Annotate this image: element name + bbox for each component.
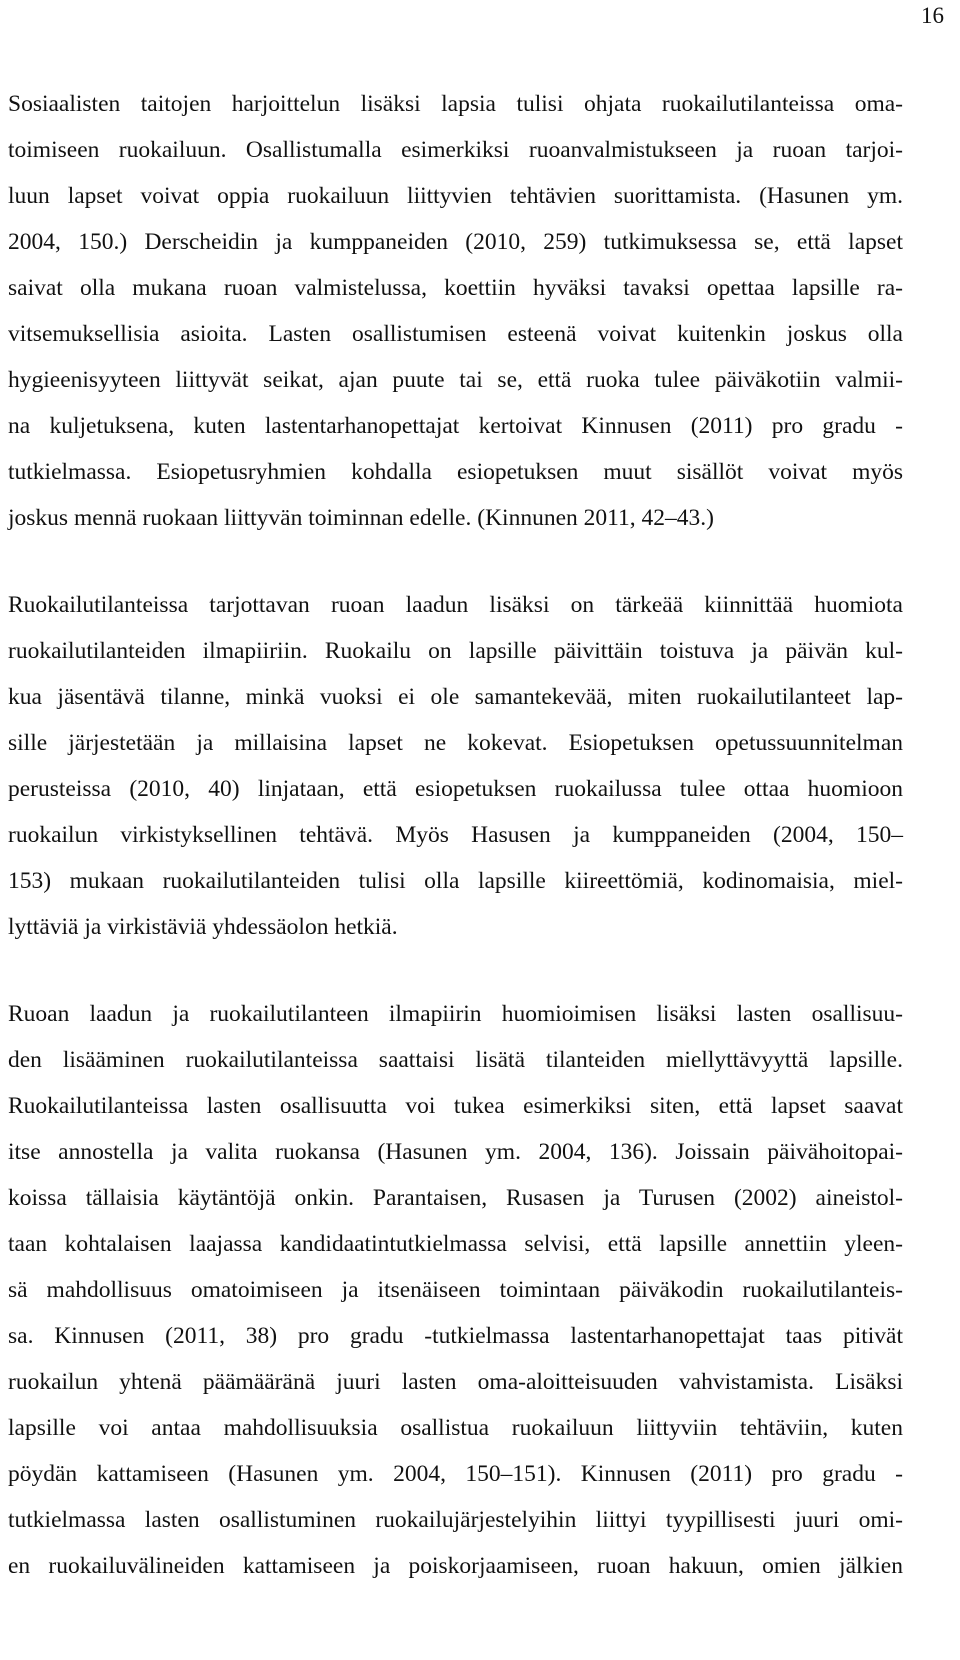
text-line: ruokailutilanteiden ilmapiiriin. Ruokailu on lapsille päivittäin toistuva ja päivän kul- (8, 638, 903, 664)
text-line: lapsille voi antaa mahdollisuuksia osallistua ruokailuun liittyviin tehtäviin, kuten (8, 1415, 903, 1441)
paragraph-2 (8, 582, 903, 950)
text-line: Sosiaalisten taitojen harjoittelun lisäksi lapsia tulisi ohjata ruokailutilanteissa oma- (8, 91, 903, 117)
text-line: 2004, 150.) Derscheidin ja kumppaneiden (2010, 259) tutkimuksessa se, että lapset (8, 229, 903, 255)
text-line: lyttäviä ja virkistäviä yhdessäolon hetkiä. (8, 914, 398, 940)
text-line: sä mahdollisuus omatoimiseen ja itsenäiseen toimintaan päiväkodin ruokailutilanteis- (8, 1277, 903, 1303)
text-line: ruokailun virkistyksellinen tehtävä. Myös Hasusen ja kumppaneiden (2004, 150– (8, 822, 903, 848)
page-number: 16 (921, 3, 944, 28)
text-line: taan kohtalaisen laajassa kandidaatintutkielmassa selvisi, että lapsille annettiin yleen- (8, 1231, 903, 1257)
text-line: Ruokailutilanteissa lasten osallisuutta voi tukea esimerkiksi siten, että lapset saavat (8, 1093, 903, 1119)
text-line: joskus mennä ruokaan liittyvän toiminnan edelle. (Kinnunen 2011, 42–43.) (8, 505, 714, 531)
text-line: na kuljetuksena, kuten lastentarhanopettajat kertoivat Kinnusen (2011) pro gradu - (8, 413, 903, 439)
text-line: itse annostella ja valita ruokansa (Hasunen ym. 2004, 136). Joissain päivähoitopai- (8, 1139, 903, 1165)
text-line: saivat olla mukana ruoan valmistelussa, koettiin hyväksi tavaksi opettaa lapsille ra- (8, 275, 903, 301)
text-line: kua jäsentävä tilanne, minkä vuoksi ei ole samantekevää, miten ruokailutilanteet lap- (8, 684, 903, 710)
paragraph-gap (8, 950, 903, 991)
text-line: hygieenisyyteen liittyvät seikat, ajan puute tai se, että ruoka tulee päiväkotiin valmii- (8, 367, 903, 393)
text-line: sa. Kinnusen (2011, 38) pro gradu -tutkielmassa lastentarhanopettajat taas pitivät (8, 1323, 903, 1349)
text-line: en ruokailuvälineiden kattamiseen ja poiskorjaamiseen, ruoan hakuun, omien jälkien (8, 1553, 903, 1579)
text-line: luun lapset voivat oppia ruokailuun liittyvien tehtävien suorittamista. (Hasunen ym. (8, 183, 903, 209)
text-line: pöydän kattamiseen (Hasunen ym. 2004, 150–151). Kinnusen (2011) pro gradu - (8, 1461, 903, 1487)
text-line: 153) mukaan ruokailutilanteiden tulisi olla lapsille kiireettömiä, kodinomaisia, miel- (8, 868, 903, 894)
paragraph-gap (8, 541, 903, 582)
paragraph-3 (8, 991, 903, 1589)
paragraph-1 (8, 81, 903, 541)
text-line: perusteissa (2010, 40) linjataan, että esiopetuksen ruokailussa tulee ottaa huomioon (8, 776, 903, 802)
text-line: Ruoan laadun ja ruokailutilanteen ilmapiirin huomioimisen lisäksi lasten osallisuu- (8, 1001, 903, 1027)
text-line: tutkielmassa. Esiopetusryhmien kohdalla esiopetuksen muut sisällöt voivat myös (8, 459, 903, 485)
text-line: toimiseen ruokailuun. Osallistumalla esimerkiksi ruoanvalmistukseen ja ruoan tarjoi- (8, 137, 903, 163)
text-line: Ruokailutilanteissa tarjottavan ruoan laadun lisäksi on tärkeää kiinnittää huomiota (8, 592, 903, 618)
text-line: koissa tällaisia käytäntöjä onkin. Parantaisen, Rusasen ja Turusen (2002) aineistol- (8, 1185, 903, 1211)
text-line: vitsemuksellisia asioita. Lasten osallistumisen esteenä voivat kuitenkin joskus olla (8, 321, 903, 347)
body-text (8, 81, 903, 1589)
text-line: sille järjestetään ja millaisina lapset ne kokevat. Esiopetuksen opetussuunnitelman (8, 730, 903, 756)
text-line: den lisääminen ruokailutilanteissa saattaisi lisätä tilanteiden miellyttävyyttä lapsille. (8, 1047, 903, 1073)
text-line: tutkielmassa lasten osallistuminen ruokailujärjestelyihin liittyi tyypillisesti juuri omi- (8, 1507, 903, 1533)
text-line: ruokailun yhtenä päämääränä juuri lasten oma-aloitteisuuden vahvistamista. Lisäksi (8, 1369, 903, 1395)
